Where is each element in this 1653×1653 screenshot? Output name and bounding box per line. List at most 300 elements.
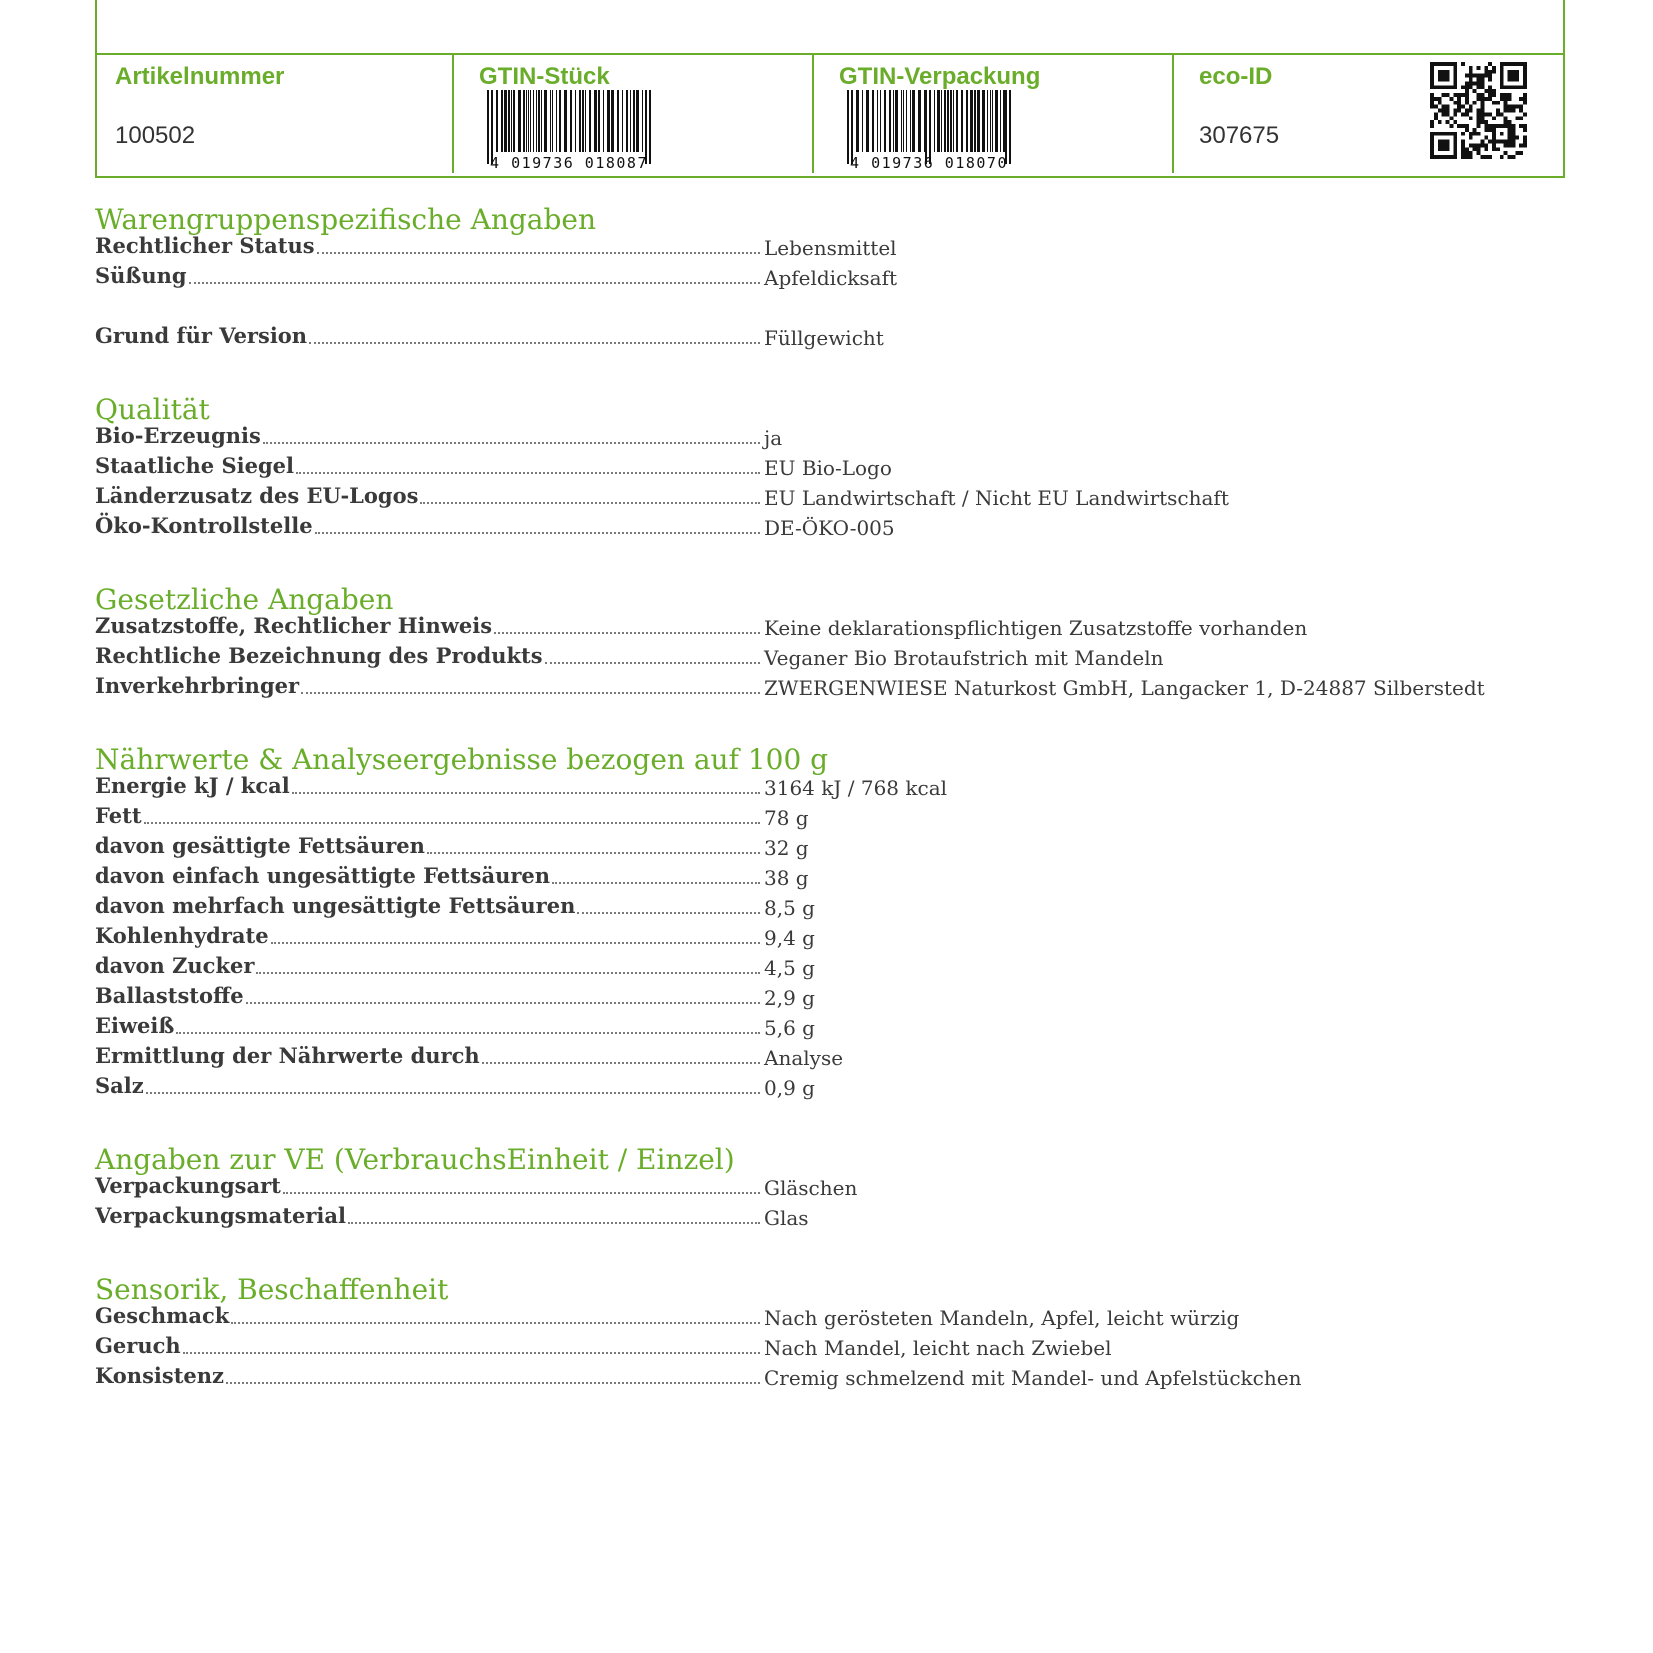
qr-module (1504, 109, 1508, 113)
qr-module (1461, 155, 1465, 159)
spec-row-label-wrap (95, 950, 760, 980)
qr-module (1469, 78, 1473, 82)
dotted-leader (296, 472, 760, 474)
qr-module (1511, 155, 1515, 159)
barcode-guard-bar (487, 90, 489, 164)
qr-module (1484, 128, 1488, 132)
qr-module (1461, 93, 1465, 97)
spec-row-label-wrap (95, 1330, 760, 1360)
article-number-cell (97, 55, 452, 173)
barcode-bar (508, 90, 510, 152)
qr-module (1469, 85, 1473, 89)
spec-label: Süßung (95, 263, 187, 288)
barcode-guard-bar (649, 90, 651, 164)
qr-module (1484, 120, 1488, 124)
section-title: Angaben zur VE (VerbrauchsEinheit / Einzel) (95, 1143, 735, 1176)
barcode-bar (956, 90, 958, 152)
qr-module (1477, 85, 1481, 89)
barcode-bar (541, 90, 542, 152)
qr-module (1492, 66, 1496, 70)
qr-module (1511, 136, 1515, 140)
gtin-piece-label: GTIN-Stück (479, 63, 610, 90)
qr-module (1504, 120, 1508, 124)
qr-module (1465, 89, 1469, 93)
barcode-guard-bar (1009, 90, 1011, 164)
spec-row (95, 480, 1515, 510)
barcode-bar (941, 90, 942, 152)
spec-row (95, 640, 1515, 670)
qr-module (1473, 143, 1477, 147)
qr-module (1480, 81, 1484, 85)
barcode-bar (496, 90, 498, 152)
spec-value: ja (764, 426, 783, 450)
dotted-leader (348, 1222, 760, 1224)
barcode-bar (526, 90, 527, 152)
dotted-leader (231, 1322, 760, 1324)
spec-row (95, 1200, 1515, 1230)
spec-row (95, 1170, 1515, 1200)
qr-module (1488, 85, 1492, 89)
qr-module (1519, 143, 1523, 147)
dotted-leader (420, 502, 760, 504)
qr-module (1484, 136, 1488, 140)
dotted-leader (482, 1062, 760, 1064)
qr-module (1523, 101, 1527, 105)
barcode-bar (966, 90, 968, 152)
qr-module (1477, 143, 1481, 147)
spec-value: Glas (764, 1206, 809, 1230)
spec-label: Salz (95, 1073, 144, 1098)
spec-label: Kohlenhydrate (95, 923, 269, 948)
barcode-guard-bar (851, 90, 853, 164)
qr-module (1430, 101, 1434, 105)
spec-row (95, 260, 1515, 290)
spec-label: davon mehrfach ungesättigte Fettsäuren (95, 893, 576, 918)
spec-value: EU Landwirtschaft / Nicht EU Landwirtschaft (764, 486, 1229, 510)
barcode-bar (575, 90, 576, 152)
spec-label: Konsistenz (95, 1363, 224, 1388)
spec-row (95, 1070, 1515, 1100)
spec-row-label-wrap (95, 860, 760, 890)
qr-module (1465, 109, 1469, 113)
dotted-leader (146, 1092, 760, 1094)
dotted-leader (309, 342, 760, 344)
spec-row-label-wrap (95, 1170, 760, 1200)
qr-module (1461, 62, 1465, 66)
qr-module (1477, 74, 1481, 78)
dotted-leader (427, 852, 760, 854)
spec-label: Zusatzstoffe, Rechtlicher Hinweis (95, 613, 493, 638)
qr-module (1488, 112, 1492, 116)
barcode-bar (582, 90, 584, 152)
qr-module (1434, 116, 1438, 120)
qr-module (1508, 105, 1512, 109)
barcode-bar (918, 90, 921, 152)
qr-module (1461, 147, 1465, 151)
spec-value: Cremig schmelzend mit Mandel- und Apfelstückchen (764, 1366, 1302, 1390)
qr-module (1469, 151, 1473, 155)
qr-module (1484, 74, 1488, 78)
qr-module (1465, 151, 1469, 155)
spec-value: 38 g (764, 866, 809, 890)
barcode-bar (630, 90, 631, 152)
qr-module (1446, 105, 1450, 109)
qr-module (1484, 97, 1488, 101)
qr-module (1477, 132, 1481, 136)
gtin-package-label: GTIN-Verpackung (839, 63, 1041, 90)
barcode-bar (530, 90, 531, 152)
spec-row (95, 450, 1515, 480)
spec-label: Geschmack (95, 1303, 230, 1328)
barcode-bar (504, 90, 507, 152)
qr-module (1508, 93, 1512, 97)
spec-value: DE-ÖKO-005 (764, 516, 895, 540)
qr-module (1473, 74, 1477, 78)
barcode-bar (538, 90, 540, 152)
barcode-bar (611, 90, 614, 152)
spec-label: Inverkehrbringer (95, 673, 300, 698)
barcode-bar (589, 90, 591, 152)
qr-module (1523, 140, 1527, 144)
qr-module (1461, 85, 1465, 89)
spec-row-label-wrap (95, 510, 760, 540)
qr-module (1465, 85, 1469, 89)
qr-module (1488, 97, 1492, 101)
qr-module (1492, 147, 1496, 151)
qr-module (1477, 112, 1481, 116)
gtin-piece-cell (452, 55, 814, 173)
qr-module (1492, 143, 1496, 147)
qr-module (1465, 155, 1469, 159)
qr-module (1500, 112, 1504, 116)
spec-row-label-wrap (95, 830, 760, 860)
barcode-bar (550, 90, 551, 152)
qr-module (1430, 120, 1434, 124)
qr-module (1488, 62, 1492, 66)
barcode-bar (877, 90, 878, 152)
qr-module (1469, 143, 1473, 147)
spec-value: Veganer Bio Brotaufstrich mit Mandeln (764, 646, 1164, 670)
qr-module (1508, 109, 1512, 113)
qr-module (1480, 101, 1484, 105)
qr-module (1504, 93, 1508, 97)
spec-row (95, 230, 1515, 260)
barcode-bar (992, 90, 993, 152)
spec-value: Nach Mandel, leicht nach Zwiebel (764, 1336, 1112, 1360)
article-number-label: Artikelnummer (115, 63, 285, 90)
qr-module (1488, 140, 1492, 144)
qr-finder-pattern (1438, 70, 1450, 82)
qr-module (1446, 120, 1450, 124)
qr-module (1457, 124, 1461, 128)
qr-module (1523, 112, 1527, 116)
barcode-bar (901, 90, 902, 152)
barcode-bar (903, 90, 904, 152)
dotted-leader (545, 662, 760, 664)
spec-row (95, 1330, 1515, 1360)
barcode-guard-bar (1005, 90, 1007, 164)
qr-module (1480, 112, 1484, 116)
barcode-bar (924, 90, 925, 152)
spec-row-label-wrap (95, 670, 760, 700)
barcode-bar (970, 90, 973, 152)
spec-label: Energie kJ / kcal (95, 773, 290, 798)
spec-row-label-wrap (95, 480, 760, 510)
spec-label: Rechtliche Bezeichnung des Produkts (95, 643, 543, 668)
gtin-package-digits: 4 019736 018070 (850, 154, 1008, 172)
qr-module (1457, 105, 1461, 109)
qr-module (1480, 143, 1484, 147)
qr-module (1477, 81, 1481, 85)
qr-module (1461, 151, 1465, 155)
barcode-bar (511, 90, 512, 152)
qr-module (1473, 81, 1477, 85)
qr-module (1519, 151, 1523, 155)
spec-row-label-wrap (95, 770, 760, 800)
qr-module (1488, 74, 1492, 78)
spec-value: Analyse (764, 1046, 844, 1070)
qr-module (1488, 89, 1492, 93)
spec-value: Gläschen (764, 1176, 858, 1200)
barcode-bar (990, 90, 991, 152)
barcode-bar (518, 90, 521, 152)
qr-module (1473, 101, 1477, 105)
qr-module (1469, 66, 1473, 70)
qr-module (1442, 105, 1446, 109)
barcode-bar (544, 90, 547, 152)
qr-module (1477, 78, 1481, 82)
qr-module (1488, 155, 1492, 159)
qr-module (1504, 143, 1508, 147)
barcode-guard-bar (645, 90, 647, 164)
qr-module (1469, 74, 1473, 78)
spec-row (95, 420, 1515, 450)
spec-label: davon Zucker (95, 953, 255, 978)
qr-module (1469, 136, 1473, 140)
spec-value: 2,9 g (764, 986, 815, 1010)
dotted-leader (494, 632, 760, 634)
eco-id-value: 307675 (1199, 122, 1280, 149)
section-title: Gesetzliche Angaben (95, 583, 394, 616)
spec-label: Verpackungsmaterial (95, 1203, 346, 1228)
qr-module (1504, 105, 1508, 109)
qr-module (1523, 97, 1527, 101)
qr-module (1500, 93, 1504, 97)
barcode-bar (570, 90, 572, 152)
spec-row (95, 1010, 1515, 1040)
qr-module (1477, 147, 1481, 151)
qr-module (1496, 112, 1500, 116)
product-identifiers-box (95, 0, 1565, 178)
qr-finder-pattern (1508, 70, 1520, 82)
qr-module (1477, 109, 1481, 113)
barcode-bar (622, 90, 623, 152)
section-title: Warengruppenspezifische Angaben (95, 203, 597, 236)
dotted-leader (577, 912, 760, 914)
spec-label: Staatliche Siegel (95, 453, 294, 478)
qr-module (1461, 112, 1465, 116)
qr-module (1446, 109, 1450, 113)
spec-value: 8,5 g (764, 896, 815, 920)
qr-module (1430, 97, 1434, 101)
qr-module (1484, 147, 1488, 151)
spec-label: Länderzusatz des EU-Logos (95, 483, 419, 508)
qr-module (1484, 70, 1488, 74)
qr-module (1469, 132, 1473, 136)
qr-module (1480, 105, 1484, 109)
qr-module (1508, 97, 1512, 101)
barcode-bar (636, 90, 639, 152)
qr-module (1434, 97, 1438, 101)
gtin-package-cell (812, 55, 1174, 173)
spec-value: 0,9 g (764, 1076, 815, 1100)
barcode-bar (523, 90, 525, 152)
article-number-value: 100502 (115, 122, 196, 149)
dotted-leader (315, 532, 760, 534)
spec-row (95, 980, 1515, 1010)
barcode-bar (633, 90, 635, 152)
barcode-guard-bar (925, 90, 927, 164)
qr-module (1449, 124, 1453, 128)
spec-row (95, 890, 1515, 920)
qr-module (1465, 101, 1469, 105)
dotted-leader (189, 282, 760, 284)
spec-row-label-wrap (95, 450, 760, 480)
qr-module (1511, 105, 1515, 109)
qr-module (1519, 105, 1523, 109)
barcode-bar (501, 90, 503, 152)
qr-module (1492, 101, 1496, 105)
qr-module (1465, 124, 1469, 128)
qr-module (1461, 124, 1465, 128)
qr-module (1442, 109, 1446, 113)
qr-module (1438, 97, 1442, 101)
qr-module (1438, 101, 1442, 105)
barcode-bar (953, 90, 954, 152)
spec-label: Ballaststoffe (95, 983, 244, 1008)
barcode-bar (977, 90, 980, 152)
spec-row (95, 610, 1515, 640)
qr-module (1442, 112, 1446, 116)
dotted-leader (301, 692, 760, 694)
section-title: Sensorik, Beschaffenheit (95, 1273, 449, 1306)
qr-module (1453, 112, 1457, 116)
qr-module (1477, 124, 1481, 128)
barcode-bar (607, 90, 610, 152)
spec-value: Füllgewicht (764, 326, 884, 350)
barcode-bar (912, 90, 915, 152)
qr-module (1446, 112, 1450, 116)
barcode-bar (598, 90, 600, 152)
barcode-bar (961, 90, 963, 152)
qr-module (1465, 128, 1469, 132)
spec-row-label-wrap (95, 1200, 760, 1230)
spec-row-label-wrap (95, 420, 760, 450)
barcode-bar (585, 90, 586, 152)
dotted-leader (256, 972, 760, 974)
eco-id-label: eco-ID (1199, 63, 1273, 90)
spec-label: Rechtlicher Status (95, 233, 315, 258)
qr-module (1469, 116, 1473, 120)
eco-id-cell (1172, 55, 1565, 173)
dotted-leader (292, 792, 760, 794)
dotted-leader (552, 882, 760, 884)
qr-module (1484, 112, 1488, 116)
barcode-bar (533, 90, 534, 152)
qr-module (1469, 81, 1473, 85)
qr-module (1484, 155, 1488, 159)
qr-module (1477, 151, 1481, 155)
qr-module (1477, 120, 1481, 124)
spec-value: ZWERGENWIESE Naturkost GmbH, Langacker 1, D-24887 Silberstedt (764, 676, 1485, 700)
barcode-bar (947, 90, 949, 152)
qr-module (1469, 105, 1473, 109)
qr-module (1488, 70, 1492, 74)
spec-value: 78 g (764, 806, 809, 830)
barcode-guard-bar (491, 90, 493, 164)
gtin-piece-barcode (479, 90, 659, 172)
spec-row-label-wrap (95, 1360, 760, 1390)
qr-module (1504, 116, 1508, 120)
qr-module (1453, 109, 1457, 113)
dotted-leader (283, 1192, 760, 1194)
qr-module (1492, 70, 1496, 74)
barcode-bar (910, 90, 911, 152)
spec-value: 4,5 g (764, 956, 815, 980)
barcode-bar (889, 90, 891, 152)
qr-module (1484, 89, 1488, 93)
barcode-bar (513, 90, 515, 152)
qr-module (1453, 93, 1457, 97)
qr-module (1492, 89, 1496, 93)
spec-label: Eiweiß (95, 1013, 175, 1038)
spec-value: 3164 kJ / 768 kcal (764, 776, 948, 800)
barcode-bar (536, 90, 537, 152)
qr-module (1430, 124, 1434, 128)
barcode-bar (594, 90, 597, 152)
qr-module (1457, 109, 1461, 113)
barcode-bar (626, 90, 628, 152)
qr-module (1523, 136, 1527, 140)
dotted-leader (183, 1352, 760, 1354)
qr-module (1488, 128, 1492, 132)
qr-module (1504, 101, 1508, 105)
spec-label: Ermittlung der Nährwerte durch (95, 1043, 480, 1068)
qr-module (1508, 155, 1512, 159)
qr-module (1511, 128, 1515, 132)
spec-value: Apfeldicksaft (764, 266, 898, 290)
barcode-bar (937, 90, 940, 152)
spec-row-label-wrap (95, 260, 760, 290)
qr-module (1480, 155, 1484, 159)
qr-module (1488, 93, 1492, 97)
barcode-bar (884, 90, 886, 152)
spec-value: Keine deklarationspflichtigen Zusatzstoffe vorhanden (764, 616, 1308, 640)
barcode-bar (1000, 90, 1001, 152)
qr-module (1480, 74, 1484, 78)
qr-module (1442, 93, 1446, 97)
qr-module (1461, 105, 1465, 109)
spec-row (95, 1360, 1515, 1390)
qr-alignment-pattern (1500, 132, 1504, 136)
qr-module (1484, 143, 1488, 147)
qr-module (1515, 136, 1519, 140)
qr-module (1438, 120, 1442, 124)
qr-module (1519, 97, 1523, 101)
dotted-leader (271, 942, 760, 944)
barcode-bar (528, 90, 529, 152)
qr-module (1446, 93, 1450, 97)
